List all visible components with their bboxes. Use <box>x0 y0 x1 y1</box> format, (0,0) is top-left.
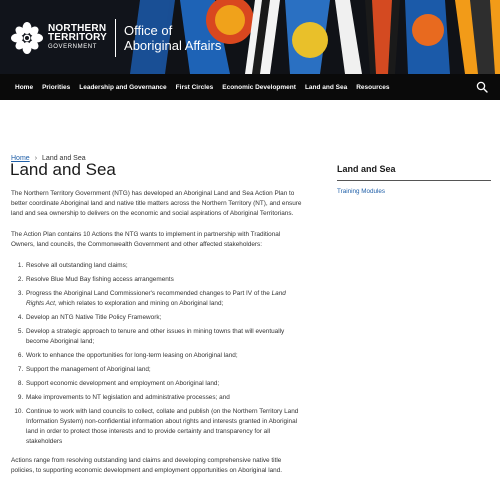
desert-rose-icon <box>10 21 44 55</box>
list-item: 5. Develop a strategic approach to tenure and other issues in mining towns that will eventually become Aboriginal land; <box>25 327 303 347</box>
main-content <box>11 189 303 487</box>
nav-item-land-and-sea[interactable]: Land and Sea <box>304 83 348 91</box>
header-banner <box>0 0 500 74</box>
office-line2: Aboriginal Affairs <box>124 38 222 53</box>
main-nav <box>0 74 500 100</box>
nav-item-first-circles[interactable]: First Circles <box>175 83 214 91</box>
logo-line2: TERRITORY <box>48 32 108 43</box>
list-item: 10. Continue to work with land councils to collect, collate and publish (on the Northern Territory Land Information System) non-confidential information about rights and interests granted in Aboriginal land in order to protect those interests and to provide certainty and transparency for all stakeholders <box>25 407 303 447</box>
office-title <box>124 23 221 53</box>
land-rights-act-italic: Land Rights Act <box>26 290 286 307</box>
sidebar <box>337 164 491 195</box>
breadcrumb-separator: › <box>34 155 38 162</box>
actions-list <box>11 261 303 447</box>
logo-wordmark <box>48 24 107 52</box>
office-line1: Office of <box>124 23 173 38</box>
logo-line1: NORTHERN <box>48 23 107 34</box>
nav-item-priorities[interactable]: Priorities <box>42 83 71 91</box>
nav-item-home[interactable]: Home <box>15 83 34 91</box>
list-item: 9. Make improvements to NT legislation and administrative processes; and <box>25 393 303 403</box>
breadcrumb-home-link[interactable]: Home <box>11 155 30 162</box>
list-item: 1. Resolve all outstanding land claims; <box>25 261 303 271</box>
list-item: 6. Work to enhance the opportunities for long-term leasing on Aboriginal land; <box>25 351 303 361</box>
list-item: 4. Develop an NTG Native Title Policy Framework; <box>25 313 303 323</box>
page-title: Land and Sea <box>10 160 116 179</box>
list-item: 8. Support economic development and employment on Aboriginal land; <box>25 379 303 389</box>
logo-divider <box>115 19 116 57</box>
logo-line3: GOVERNMENT <box>48 44 98 50</box>
sidebar-title: Land and Sea <box>337 164 491 181</box>
action-3-text: Progress the Aboriginal Land Commissioner's recommended changes to Part IV of the <box>26 290 272 297</box>
list-item: 2. Resolve Blue Mud Bay fishing access arrangements <box>25 275 303 285</box>
closing-paragraph: Actions range from resolving outstanding land claims and developing comprehensive native title policies, to supporting economic development and employment opportunities on Aboriginal land. <box>11 457 283 474</box>
nt-government-logo[interactable] <box>10 18 221 58</box>
nav-item-economic-development[interactable]: Economic Development <box>222 83 296 91</box>
list-item <box>25 289 303 309</box>
intro-paragraph: The Northern Territory Government (NTG) has developed an Aboriginal Land and Sea Action Plan to better coordinate Aboriginal land and native title matters across the Northern Territory (NT), and ensure land and sea ownership to delivers on the economic and social aspirations of Aboriginal Territorians. <box>11 190 302 217</box>
list-item: 7. Support the management of Aboriginal land; <box>25 365 303 375</box>
search-icon[interactable] <box>476 81 488 93</box>
action-3-tail: , which relates to exploration and mining on Aboriginal land; <box>54 300 224 307</box>
sidebar-link-training-modules[interactable]: Training Modules <box>337 188 386 195</box>
nav-item-resources[interactable]: Resources <box>356 83 390 91</box>
breadcrumb-current: Land and Sea <box>42 155 86 162</box>
action-plan-intro: The Action Plan contains 10 Actions the NTG wants to implement in partnership with Traditional Owners, land councils, the Commonwealth Government and other affected stakeholders: <box>11 231 281 248</box>
nav-item-leadership-governance[interactable]: Leadership and Governance <box>79 83 167 91</box>
